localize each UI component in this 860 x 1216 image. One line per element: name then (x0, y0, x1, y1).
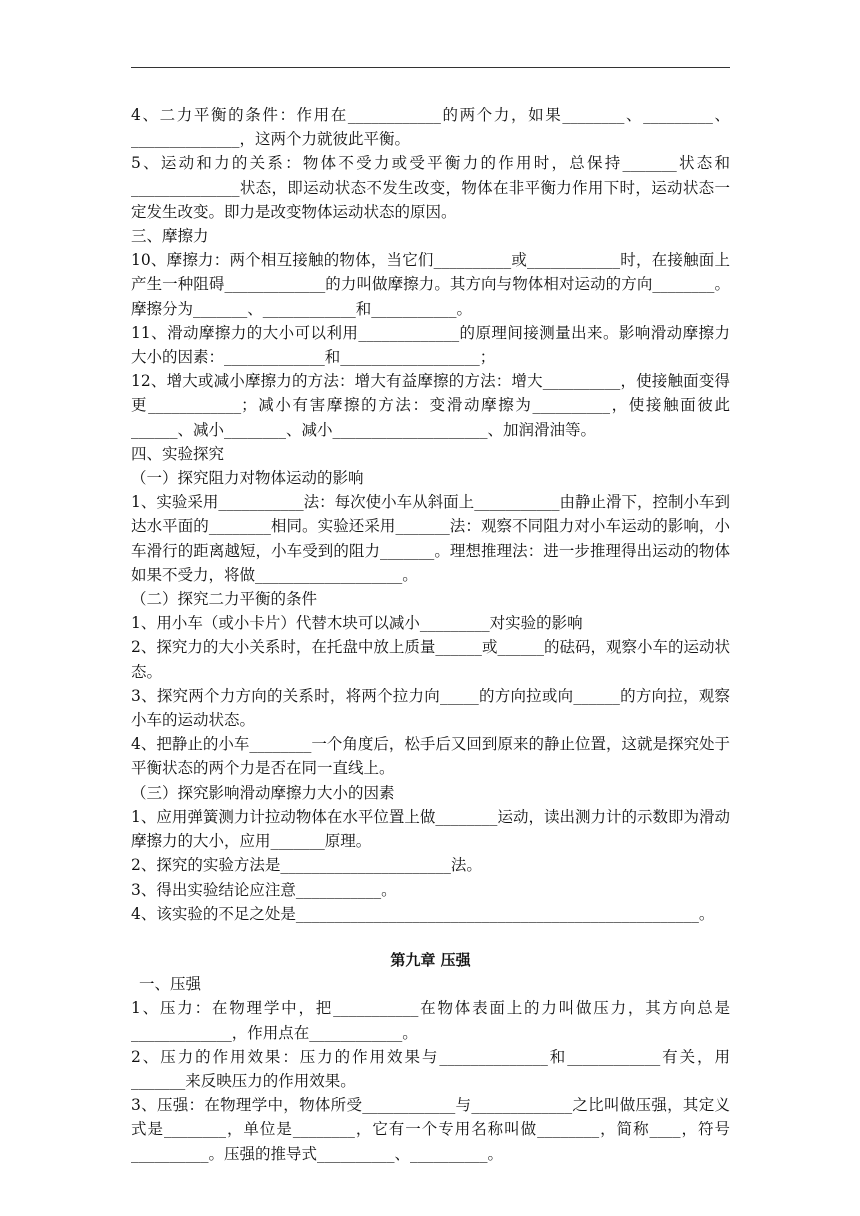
subsection-two-force-balance: （二）探究二力平衡的条件 (131, 590, 318, 609)
section-heading-friction: 三、摩擦力 (131, 227, 209, 246)
item-10-friction: 10、摩擦力：两个相互接触的物体，当它们__________或____________时，在接触面上产生一种阻碍_____________的力叫做摩擦力。其方向与物体相对运动的方向________。摩擦分为_______、____________和___________。 (131, 251, 730, 318)
exp3-item-4: 4、该实验的不足之处是____________________________________________________。 (131, 904, 715, 923)
worksheet-body (131, 103, 730, 1166)
exp3-item-2: 2、探究的实验方法是______________________法。 (131, 856, 482, 875)
exp2-item-4: 4、把静止的小车________一个角度后，松手后又回到原来的静止位置，这就是探究处于平衡状态的两个力是否在同一直线上。 (131, 735, 730, 778)
subsection-sliding-friction-factors: （三）探究影响滑动摩擦力大小的因素 (131, 783, 395, 802)
exp1-item-1: 1、实验采用___________法：每次使小车从斜面上___________由静止滑下，控制小车到达水平面的________相同。实验还采用_______法：观察不同阻力对小车运动的影响，小车滑行的距离越短，小车受到的阻力_______。理想推理法：进一步推理得出运动的物体如果不受力，将做___________________。 (131, 493, 730, 584)
chapter-title: 第九章 压强 (390, 950, 471, 969)
item-4-force-balance: 4、二力平衡的条件：作用在____________的两个力，如果________、_________、______________，这两个力就彼此平衡。 (131, 106, 730, 149)
exp2-item-2: 2、探究力的大小关系时，在托盘中放上质量______或______的砝码，观察小车的运动状态。 (131, 638, 730, 681)
exp2-item-1: 1、用小车（或小卡片）代替木块可以减小_________对实验的影响 (131, 614, 583, 633)
section-heading-pressure: 一、压强 (139, 975, 202, 994)
subsection-resistance: （一）探究阻力对物体运动的影响 (131, 469, 364, 488)
section-heading-experiments: 四、实验探究 (131, 444, 225, 463)
pressure-item-3: 3、压强：在物理学中，物体所受____________与_____________之比叫做压强，其定义式是________，单位是________，它有一个专用名称叫做________，简称____，符号__________。压强的推导式__________、__________。 (131, 1096, 730, 1163)
item-11-sliding-friction: 11、滑动摩擦力的大小可以利用_____________的原理间接测量出来。影响滑动摩擦力大小的因素：_____________和__________________； (131, 323, 730, 367)
pressure-item-1: 1、压力：在物理学中，把___________在物体表面上的力叫做压力，其方向总是_____________，作用点在____________。 (131, 999, 730, 1042)
exp3-item-3: 3、得出实验结论应注意___________。 (131, 880, 397, 899)
header-rule (131, 67, 730, 68)
pressure-item-2: 2、压力的作用效果：压力的作用效果与______________和____________有关，用_______来反映压力的作用效果。 (131, 1047, 730, 1090)
exp3-item-1: 1、应用弹簧测力计拉动物体在水平位置上做________运动，读出测力计的示数即为滑动摩擦力的大小，应用_______原理。 (131, 807, 730, 851)
exp2-item-3: 3、探究两个力方向的关系时，将两个拉力向_____的方向拉或向______的方向拉，观察小车的运动状态。 (131, 686, 730, 730)
item-5-motion-and-force: 5、运动和力的关系：物体不受力或受平衡力的作用时，总保持_______状态和______________状态，即运动状态不发生改变，物体在非平衡力作用下时，运动状态一定发生改变。即力是改变物体运动状态的原因。 (131, 154, 730, 221)
item-12-friction-methods: 12、增大或减小摩擦力的方法：增大有益摩擦的方法：增大__________，使接触面变得更____________；减小有害摩擦的方法：变滑动摩擦为__________，使接触面彼此______、减小________、减小____________________、加润滑油等。 (131, 372, 730, 439)
